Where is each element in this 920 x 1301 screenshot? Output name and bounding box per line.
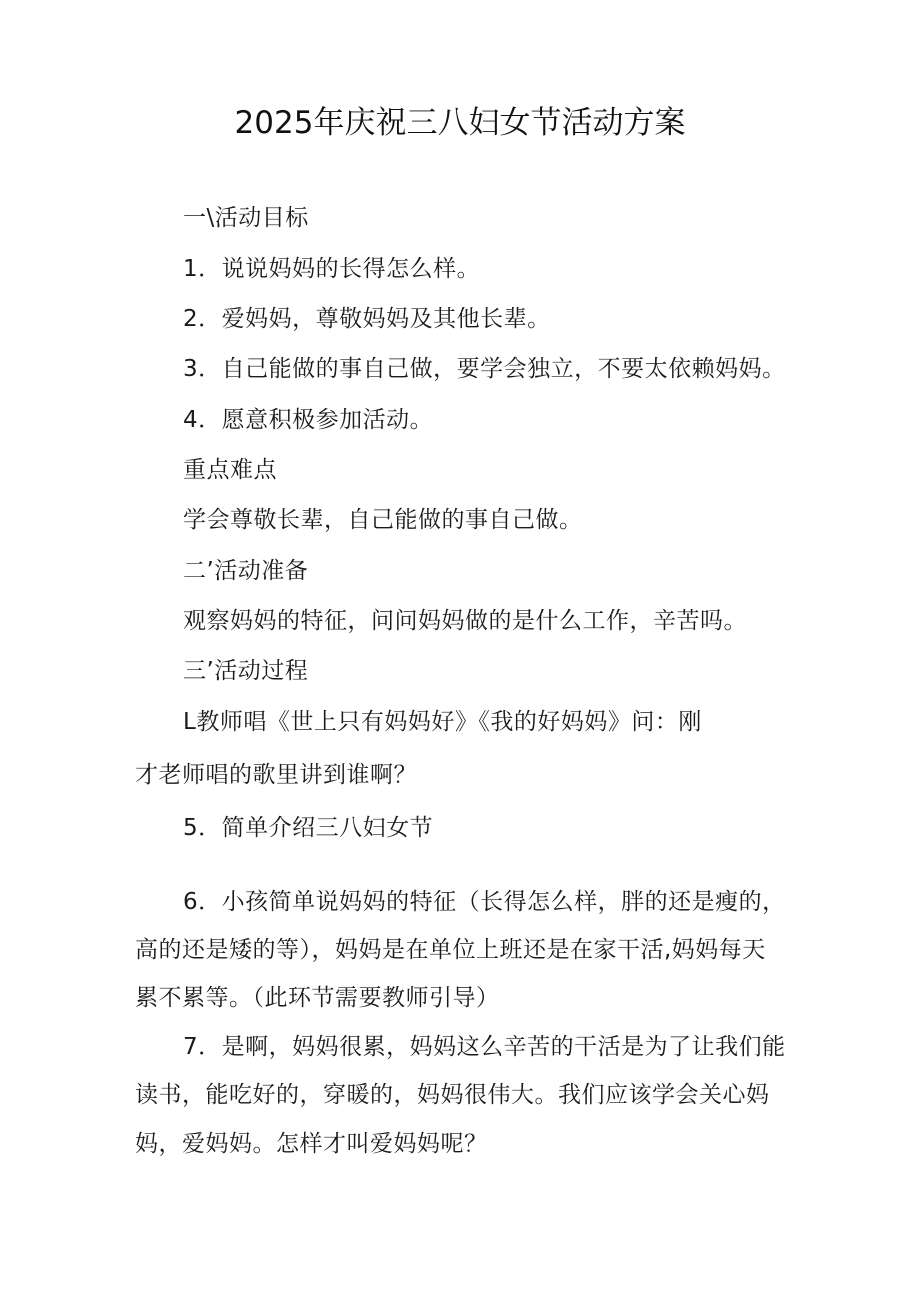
process-step-7-line-2: 读书，能吃好的，穿暖的，妈妈很伟大。我们应该学会关心妈 [135, 1082, 770, 1108]
section-heading-objectives: 一\活动目标 [183, 205, 309, 231]
process-step-1-line-2: 才老师唱的歌里讲到谁啊？ [135, 762, 417, 788]
process-step-6-line-2: 高的还是矮的等），妈妈是在单位上班还是在家干活,妈妈每天 [135, 937, 766, 963]
section-heading-process: 三’活动过程 [183, 658, 309, 684]
document-title: 2025年庆祝三八妇女节活动方案 [234, 105, 686, 141]
process-step-5: 5．简单介绍三八妇女节 [183, 815, 434, 841]
section-heading-preparation: 二’活动准备 [183, 558, 309, 584]
process-step-6-line-1: 6．小孩简单说妈妈的特征（长得怎么样，胖的还是瘦的， [183, 889, 786, 915]
process-step-6-line-3: 累不累等。（此环节需要教师引导） [135, 985, 500, 1011]
section-heading-key-points: 重点难点 [183, 457, 277, 483]
objective-item-2: 2．爱妈妈，尊敬妈妈及其他长辈。 [183, 306, 551, 332]
process-step-1-line-1: L教师唱《世上只有妈妈好》《我的好妈妈》问：刚 [183, 709, 702, 735]
objective-item-3: 3．自己能做的事自己做，要学会独立，不要太依赖妈妈。 [183, 356, 786, 382]
process-step-7-line-1: 7．是啊，妈妈很累，妈妈这么辛苦的干活是为了让我们能 [183, 1034, 786, 1060]
process-step-7-line-3: 妈，爱妈妈。怎样才叫爱妈妈呢？ [135, 1131, 488, 1157]
key-points-text: 学会尊敬长辈，自己能做的事自己做。 [183, 507, 583, 533]
preparation-text: 观察妈妈的特征，问问妈妈做的是什么工作，辛苦吗。 [183, 608, 747, 634]
objective-item-1: 1．说说妈妈的长得怎么样。 [183, 256, 481, 282]
objective-item-4: 4．愿意积极参加活动。 [183, 407, 434, 433]
